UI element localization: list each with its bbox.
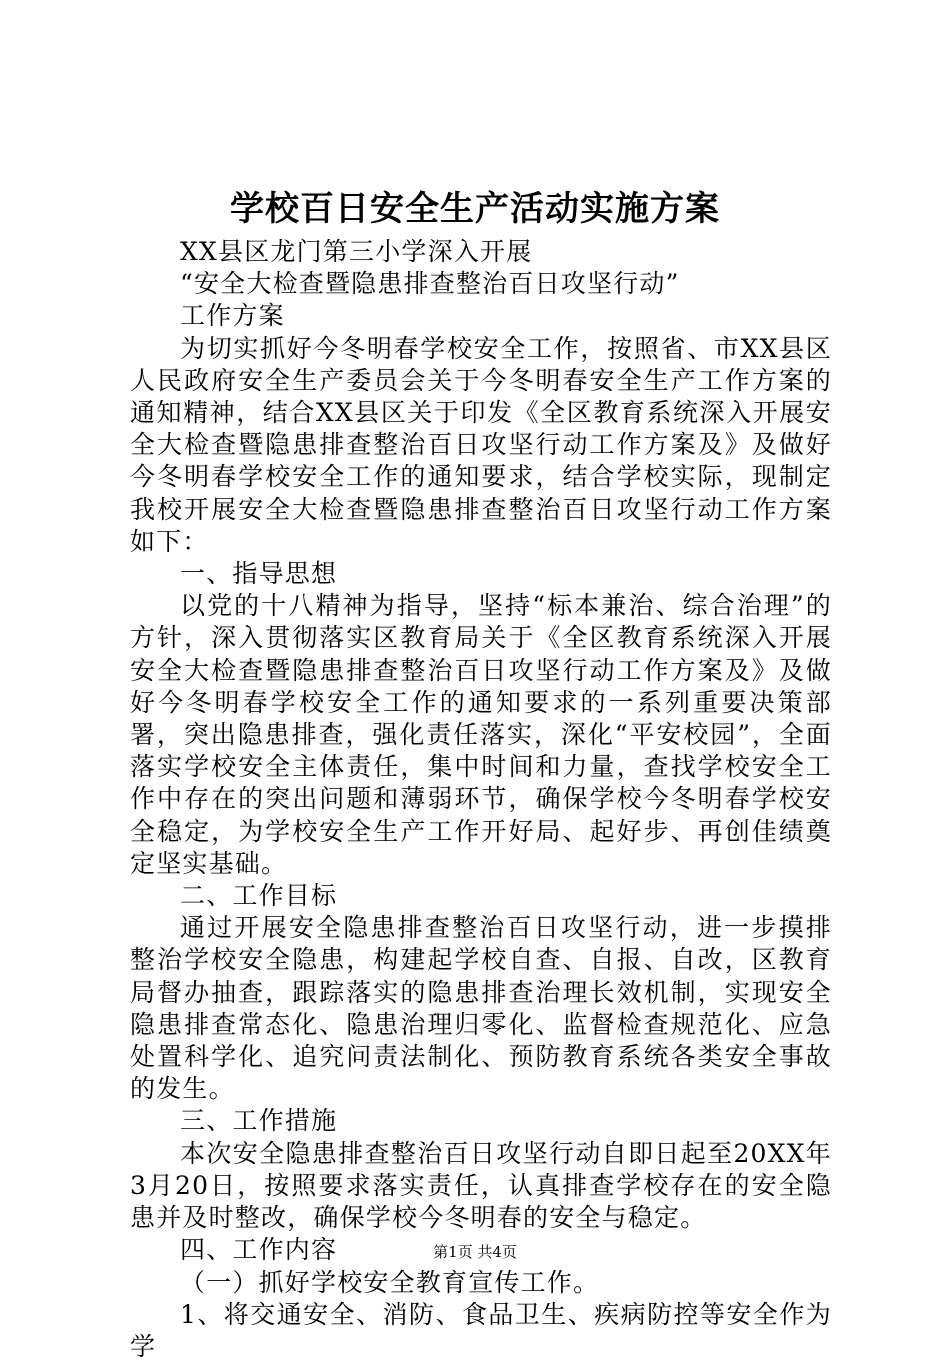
paragraph-guiding-thought: 以党的十八精神为指导，坚持“标本兼治、综合治理”的方针，深入贯彻落实区教育局关于《全区教育系统深入开展安全大检查暨隐患排查整治百日攻坚行动工作方案及》及做好今冬明春学校安全工作的通知要求的一系列重要决策部署，突出隐患排查，强化责任落实，深化“平安校园”，全面落实学校安全主体责任，集中时间和力量，查找学校安全工作中存在的突出问题和薄弱环节，确保学校今冬明春学校安全稳定，为学校安全生产工作开好局、起好步、再创佳绩奠定坚实基础。: [130, 591, 832, 878]
section-heading-work-goals: 二、工作目标: [180, 881, 338, 911]
section-heading-guiding-thought: 一、指导思想: [180, 559, 338, 589]
paragraph-work-goals: 通过开展安全隐患排查整治百日攻坚行动，进一步摸排整治学校安全隐患，构建起学校自查、自报、自改，区教育局督办抽查，跟踪落实的隐患排查治理长效机制，实现安全隐患排查常态化、隐患治理归零化、监督检查规范化、应急处置科学化、追究问责法制化、预防教育系统各类安全事故的发生。: [130, 913, 832, 1104]
paragraph-item-1: 1、将交通安全、消防、食品卫生、疾病防控等安全作为学: [130, 1299, 832, 1361]
subtitle-line-action: “安全大检查暨隐患排查整治百日攻坚行动”: [180, 269, 680, 299]
subtitle-line-school: XX县区龙门第三小学深入开展: [180, 237, 533, 266]
paragraph-intro: 为切实抓好今冬明春学校安全工作，按照省、市XX县区人民政府安全生产委员会关于今冬明春安全生产工作方案的通知精神，结合XX县区关于印发《全区教育系统深入开展安全大检查暨隐患排查整治百日攻坚行动工作方案及》及做好今冬明春学校安全工作的通知要求，结合学校实际，现制定我校开展安全大检查暨隐患排查整治百日攻坚行动工作方案如下：: [130, 333, 832, 556]
paragraph-work-measures: 本次安全隐患排查整治百日攻坚行动自即日起至20XX年3月20日，按照要求落实责任，认真排查学校存在的安全隐患并及时整改，确保学校今冬明春的安全与稳定。: [130, 1138, 832, 1233]
section-heading-work-measures: 三、工作措施: [180, 1106, 338, 1136]
page-number-footer: 第1页 共4页: [433, 1243, 517, 1261]
document-title: 学校百日安全生产活动实施方案: [230, 189, 720, 229]
section-heading-work-content: 四、工作内容: [180, 1235, 338, 1265]
subsection-heading-safety-education: （一）抓好学校安全教育宣传工作。: [180, 1267, 600, 1297]
document-body: [130, 236, 832, 1363]
subtitle-line-plan: 工作方案: [180, 301, 285, 331]
